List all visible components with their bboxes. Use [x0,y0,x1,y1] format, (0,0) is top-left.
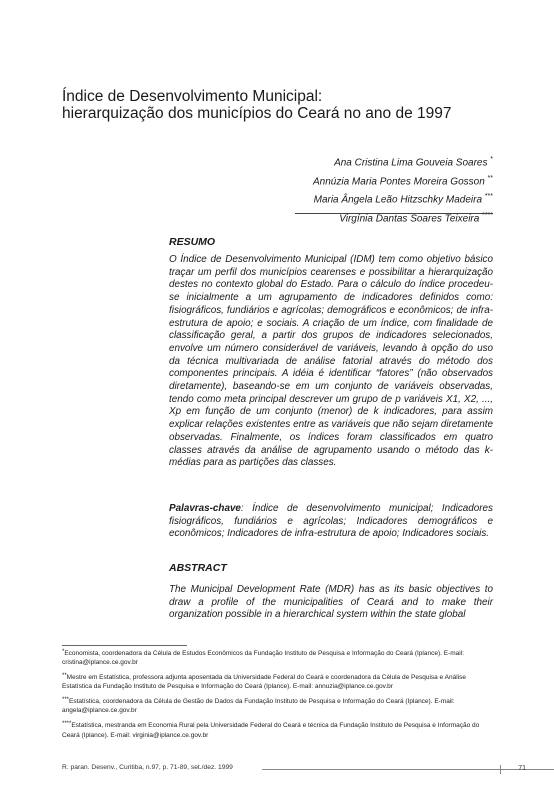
footnote-3: ***Estatística, coordenadora da Célula de Gestão de Dados da Fundação Instituto de Pesquisa e Informação do Ceará (Iplance). E-mail: angela@iplance.ce.gov.br [62,697,455,715]
title-line-2: hierarquização dos municípios do Ceará no ano de 1997 [62,105,452,122]
authors-divider [295,213,493,214]
author-list [133,152,493,227]
footnotes [62,648,494,744]
abstract-text: The Municipal Development Rate (MDR) has as its basic objectives to draw a profile of the municipalities of Ceará and to make their organization possible in a hierarchical system within the state global [169,584,493,621]
author-4: Virgínia Dantas Soares Teixeira **** [339,212,493,225]
resumo-text: O Índice de Desenvolvimento Municipal (IDM) tem como objetivo básico traçar um perfil dos municípios cearenses e possibilitar a hierarquização destes no contexto global do Estado. Para o cálculo do índice procedeu-se inicialmente a um agrupamento de indicadores definidos como: fisiográficos, fundiários e agrícolas; demográficos e econômicos; de infra-estrutura de apoio; e sociais. A criação de um índice, com finalidade de classificação geral, a partir dos grupos de indicadores selecionados, envolve um número considerável de variáveis, levando à opção do uso da técnica multivariada de análise fatorial através do método dos componentes principais. A idéia é identificar “fatores” (não observados diretamente), baseando-se em um conjunto de variáveis observadas, tendo como meta principal descrever um grupo de p variáveis X1, X2, ..., Xp em função de um conjunto (menor) de k indicadores, para assim explicar relações existentes entre as variáveis que não sejam diretamente observadas. Finalmente, os índices foram classificados em quatro classes através da análise de agrupamento usando o método das k-médias para as partições das classes. [169,254,493,469]
keywords-label: Palavras-chave [169,503,241,514]
article-title [62,88,502,122]
author-1: Ana Cristina Lima Gouveia Soares * [334,156,493,169]
keywords [169,503,493,541]
resumo-heading: RESUMO [169,236,216,248]
page-number: 71 [500,765,528,774]
footnote-divider [62,645,187,646]
author-2: Annúzia Maria Pontes Moreira Gosson ** [313,174,493,188]
title-line-1: Índice de Desenvolvimento Municipal: [62,88,323,105]
journal-citation: R. paran. Desenv., Curitiba, n.97, p. 71-89, set./dez. 1999 [62,764,233,771]
footnote-4: ****Estatística, mestranda em Economia Rural pela Universidade Federal do Ceará e técnica da Fundação Instituto de Pesquisa e Informação do Ceará (Iplance). E-mail: virginia@iplance.ce.gov.br [62,721,480,739]
footnote-2: **Mestre em Estatística, professora adjunta aposentada da Universidade Federal do Ceará e coordenadora da Célula de Pesquisa e Análise Estatística da Fundação Instituto de Pesquisa e Informação do Ceará (Iplance). E-mail: annuzia@iplance.ce.gov.br [62,673,466,691]
footnote-1: *Economista, coordenadora da Célula de Estudos Econômicos da Fundação Instituto de Pesquisa e Informação do Ceará (Iplance). E-mail: cristina@iplance.ce.gov.br [62,649,464,667]
author-3: Maria Ângela Leão Hitzschky Madeira *** [313,193,493,206]
keywords-text: : Índice de desenvolvimento municipal; Indicadores fisiográficos, fundiários e agrícolas; Indicadores demográficos e econômicos; Indicadores de infra-estrutura de apoio; Indicadores sociais. [169,503,493,540]
abstract-heading: ABSTRACT [169,562,227,574]
